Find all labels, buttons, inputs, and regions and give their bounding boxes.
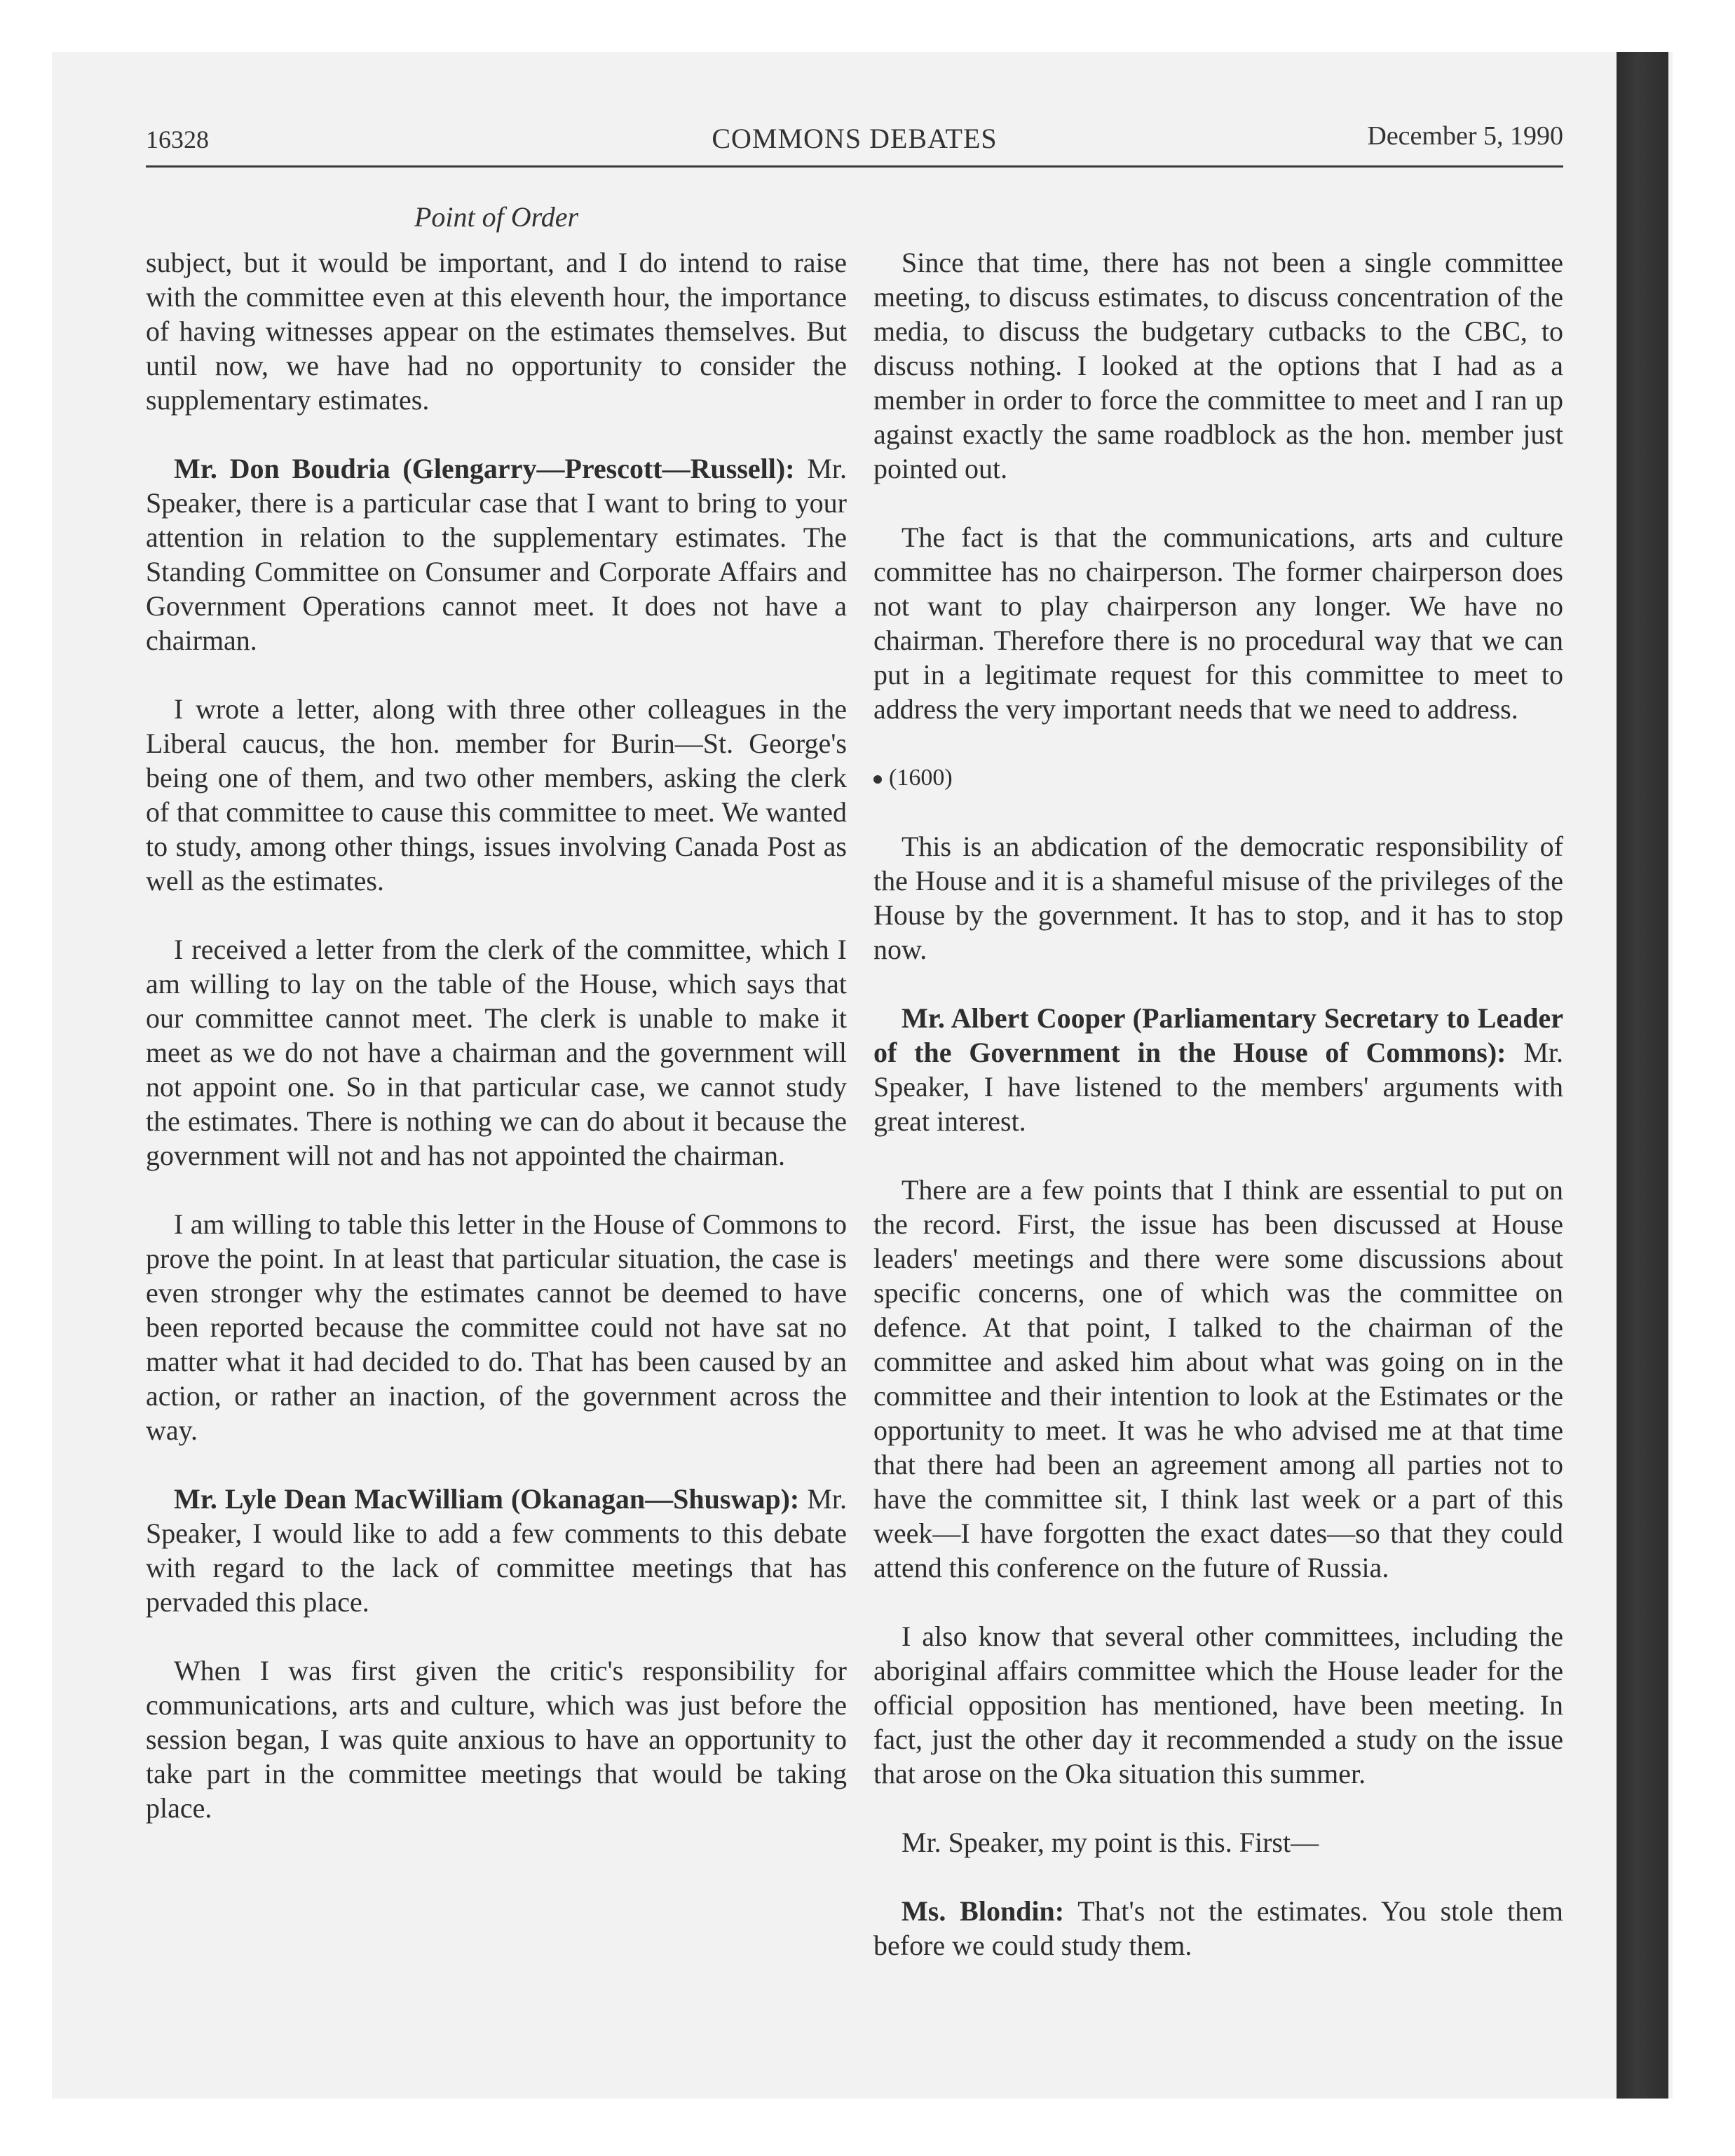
speaker-name: Mr. Lyle Dean MacWilliam (Okanagan—Shuswap): [174, 1483, 800, 1515]
paragraph: Since that time, there has not been a single committee meeting, to discuss estimates, to discuss concentration of the media, to discuss the budgetary cutbacks to the CBC, to discuss nothing. I looked at the options that I had as a member in order to force the committee to meet and I ran up against exactly the same roadblock as the hon. member just pointed out. [873, 247, 1563, 484]
left-column [146, 245, 847, 1860]
publication-date: December 5, 1990 [1367, 121, 1563, 151]
timestamp [873, 760, 1563, 795]
paragraph: Mr. Speaker, my point is this. First— [901, 1827, 1319, 1858]
paragraph: The fact is that the communications, arts and culture committee has no chairperson. The former chairperson does not want to play chairperson any longer. We have no chairman. Therefore there is no procedural way that we can put in a legitimate request for this committee to meet to address the very important needs that we need to address. [873, 521, 1563, 725]
paragraph [146, 1482, 847, 1619]
paragraph: There are a few points that I think are essential to put on the record. First, the issue has been discussed at House leaders' meetings and there were some discussions about specific concerns, one of which was the committee on defence. At that point, I talked to the chairman of the committee and asked him about what was going on in the committee and their intention to look at the Estimates or the opportunity to meet. It was he who advised me at that time that there had been an agreement among all parties not to have the committee sit, I think last week or a part of this week—I have forgotten the exact dates—so that they could attend this conference on the future of Russia. [873, 1174, 1563, 1583]
right-column [873, 245, 1563, 1997]
paragraph [146, 451, 847, 657]
speech-text: Mr. Speaker, I would like to add a few comments to this debate with regard to the lack of committee meetings that has pervaded this place. [146, 1483, 848, 1618]
paragraph: subject, but it would be important, and I do intend to raise with the committee even at this eleventh hour, the importance of having witnesses appear on the estimates themselves. But until now, we have had no opportunity to consider the supplementary estimates. [146, 247, 847, 416]
paragraph: I wrote a letter, along with three other colleagues in the Liberal caucus, the hon. member for Burin—St. George's being one of them, and two other members, asking the clerk of that committee to cause this committee to meet. We wanted to study, among other things, issues involving Canada Post as well as the estimates. [146, 693, 847, 896]
page-header [146, 118, 1563, 164]
paragraph [873, 1894, 1563, 1963]
paragraph: I also know that several other committees, including the aboriginal affairs committee which the House leader for the official opposition has mentioned, have been meeting. In fact, just the other day it recommended a study on the issue that arose on the Oka situation this summer. [873, 1621, 1563, 1789]
paragraph: When I was first given the critic's responsibility for communications, arts and culture, which was just before the session began, I was quite anxious to have an opportunity to take part in the committee meetings that would be taking place. [146, 1655, 847, 1824]
paragraph: I am willing to table this letter in the House of Commons to prove the point. In at least that particular situation, the case is even stronger why the estimates cannot be deemed to have been reported because the committee could not have sat no matter what it had decided to do. That has been caused by an action, or rather an inaction, of the government across the way. [146, 1208, 847, 1446]
header-rule [146, 165, 1563, 168]
speech-text: Mr. Speaker, there is a particular case that I want to bring to your attention in relation to the supplementary estimates. The Standing Committee on Consumer and Corporate Affairs and Government Operations cannot meet. It does not have a chairman. [146, 453, 847, 656]
scan-edge [1617, 52, 1668, 2099]
speaker-name: Ms. Blondin: [901, 1895, 1065, 1927]
speech-text: Mr. Speaker, I have listened to the members' arguments with great interest. [873, 1037, 1563, 1137]
paragraph: This is an abdication of the democratic responsibility of the House and it is a shameful misuse of the privileges of the House by the government. It has to stop, and it has to stop now. [873, 831, 1563, 965]
page-number: 16328 [146, 125, 209, 153]
speaker-name: Mr. Albert Cooper (Parliamentary Secretary to Leader of the Government in the House of Commons): [873, 1002, 1563, 1068]
paragraph [873, 1001, 1563, 1138]
timestamp-text: (1600) [889, 765, 953, 791]
speech-text: That's not the estimates. You stole them before we could study them. [873, 1895, 1563, 1961]
bullet-icon [873, 775, 882, 784]
paragraph: I received a letter from the clerk of the committee, which I am willing to lay on the table of the House, which says that our committee cannot meet. The clerk is unable to make it meet as we do not have a chairman and the government will not appoint one. So in that particular case, we cannot study the estimates. There is nothing we can do about it because the government will not and has not appointed the chairman. [146, 934, 847, 1171]
journal-title: COMMONS DEBATES [712, 123, 998, 154]
speaker-name: Mr. Don Boudria (Glengarry—Prescott—Russell): [174, 453, 795, 484]
section-title: Point of Order [414, 201, 579, 233]
